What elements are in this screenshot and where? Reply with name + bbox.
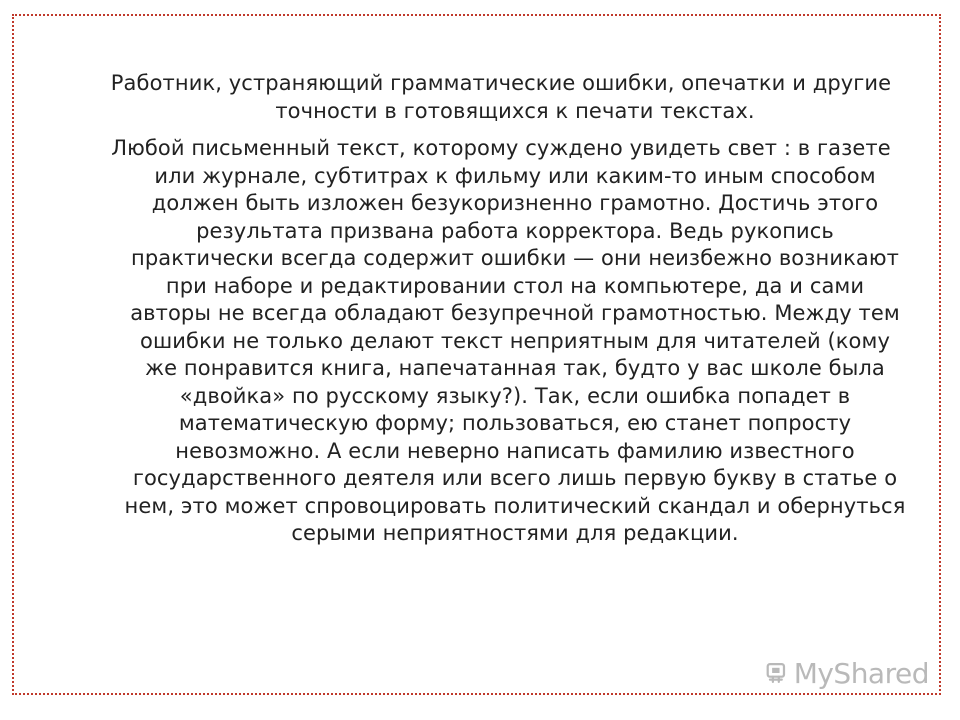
definition-paragraph: Работник, устраняющий грамматические ошибки, опечатки и другие точности в готовящихся к печати текстах. bbox=[110, 71, 892, 123]
myshared-logo-icon bbox=[764, 657, 788, 689]
description-paragraph: Любой письменный текст, которому суждено увидеть свет : в газете или журнале, субтитрах к фильму или каким-то иным способом должен быть изложен безукоризненно грамотно. Достичь этого результата призвана работа корректора. Ведь рукопись практически всегда содержит ошибки — они неизбежно возникают при наборе и редактировании стол на компьютере, да и сами авторы не всегда обладают безупречной грамотностью. Между тем ошибки не только делают текст неприятным для читателей (кому же понравится книга, напечатанная так, будто у вас школе была «двойка» по русскому языку?). Так, если ошибка попадет в математическую форму; пользоваться, ею станет попросту невозможно. А если неверно написать фамилию известного государственного деятеля или всего лишь первую букву в статье о нем, это может спровоцировать политический скандал и обернуться серыми неприятностями для редакции. bbox=[111, 136, 906, 545]
myshared-watermark bbox=[764, 654, 929, 692]
slide-content bbox=[95, 70, 907, 558]
watermark-text: MyShared bbox=[793, 656, 929, 690]
